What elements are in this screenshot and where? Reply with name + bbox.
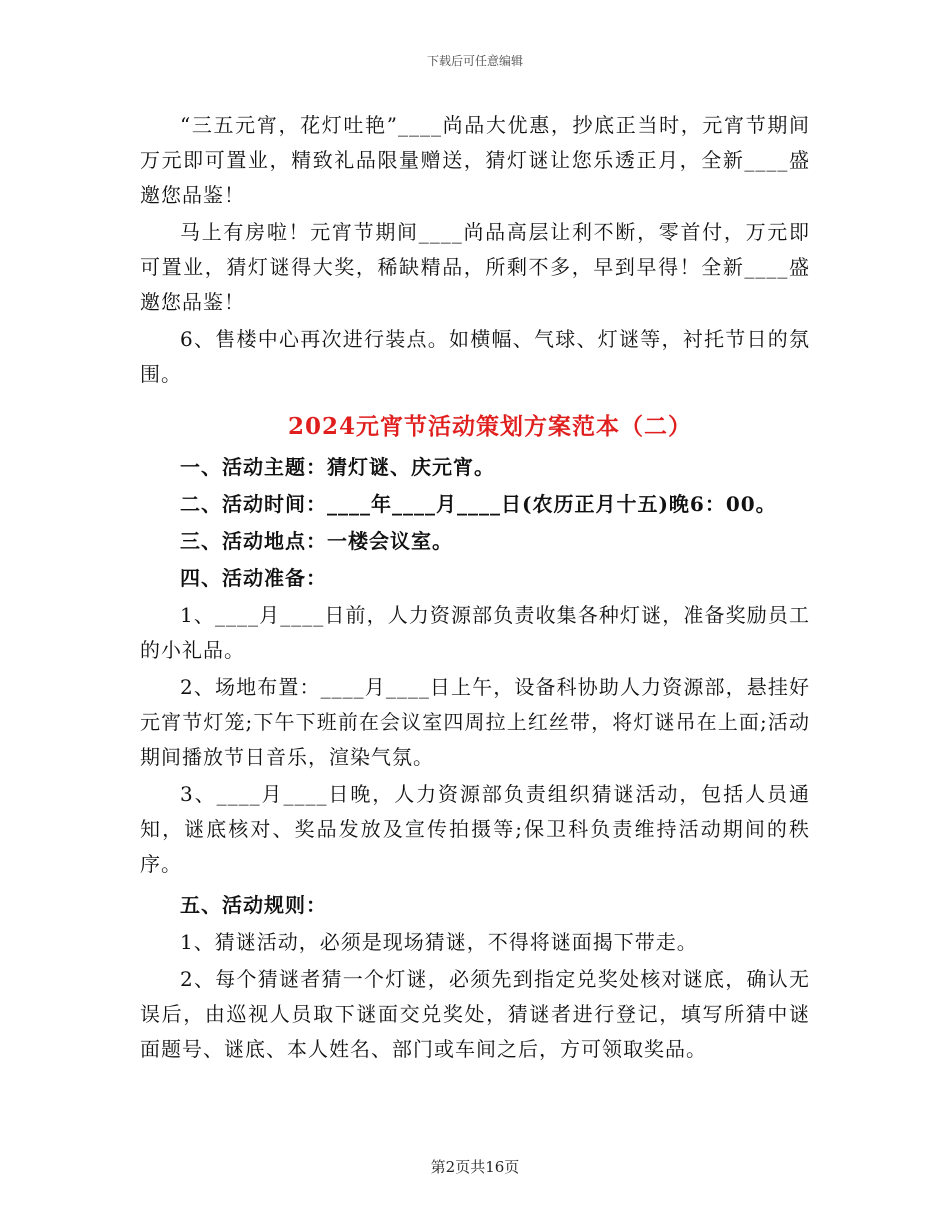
activity-time: 二、活动时间：____年____月____日(农历正月十五)晚6：00。	[180, 492, 777, 516]
plan-section	[140, 450, 810, 1067]
rule-item-2: 2、每个猜谜者猜一个灯谜，必须先到指定兑奖处核对谜底，确认无误后，由巡视人员取下谜面交兑奖处，猜谜者进行登记，填写所猜中谜面题号、谜底、本人姓名、部门或车间之后，方可领取奖品。	[140, 967, 810, 1061]
activity-location: 三、活动地点：一楼会议室。	[180, 529, 453, 553]
preparation-item-1: 1、____月____日前，人力资源部负责收集各种灯谜，准备奖励员工的小礼品。	[140, 603, 810, 662]
activity-theme: 一、活动主题：猜灯谜、庆元宵。	[180, 455, 495, 479]
section-title: 2024元宵节活动策划方案范本（二）	[287, 413, 692, 440]
activity-rules-heading: 五、活动规则：	[180, 893, 327, 917]
preparation-item-3: 3、____月____日晚，人力资源部负责组织猜谜活动，包括人员通知，谜底核对、奖品发放及宣传拍摄等;保卫科负责维持活动期间的秩序。	[140, 782, 810, 876]
paragraph-promo-1: “三五元宵，花灯吐艳”____尚品大优惠，抄底正当时，元宵节期间万元即可置业，精致礼品限量赠送，猜灯谜让您乐透正月，全新____盛邀您品鉴！	[140, 113, 810, 207]
page-footer: 第2页共16页	[430, 1158, 520, 1176]
paragraph-promo-2: 马上有房啦！元宵节期间____尚品高层让利不断，零首付，万元即可置业，猜灯谜得大奖，稀缺精品，所剩不多，早到早得！全新____盛邀您品鉴！	[140, 220, 810, 314]
page-header: 下载后可任意编辑	[426, 54, 523, 68]
preparation-item-2: 2、场地布置：____月____日上午，设备科协助人力资源部，悬挂好元宵节灯笼;下午下班前在会议室四周拉上红丝带，将灯谜吊在上面;活动期间播放节日音乐，渲染气氛。	[140, 675, 810, 769]
rule-item-1: 1、猜谜活动，必须是现场猜谜，不得将谜面揭下带走。	[180, 930, 698, 954]
top-section	[140, 108, 810, 392]
paragraph-sales-center: 6、售楼中心再次进行装点。如横幅、气球、灯谜等，衬托节日的氛围。	[140, 327, 810, 386]
activity-preparation-heading: 四、活动准备：	[180, 566, 327, 590]
